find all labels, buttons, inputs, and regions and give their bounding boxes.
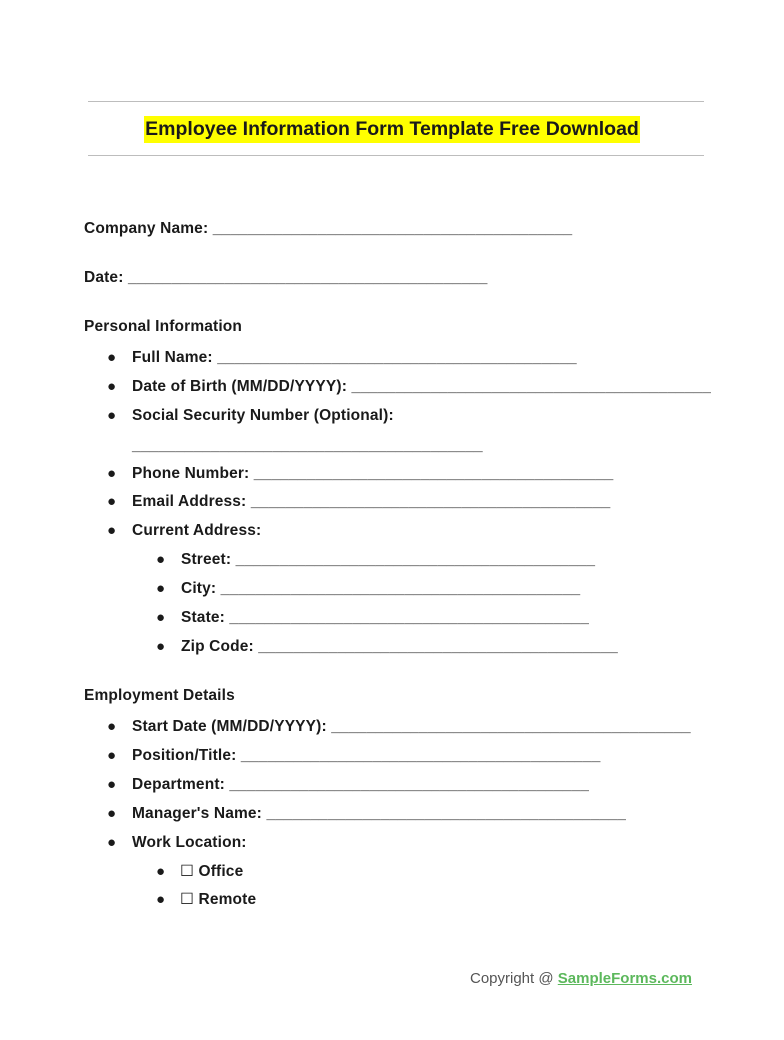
- bullet-icon: ●: [107, 349, 117, 366]
- zip-code-field[interactable]: Zip Code: _________________________________________: [181, 638, 618, 655]
- checkbox-icon[interactable]: ☐: [180, 891, 195, 908]
- bullet-icon: ●: [156, 863, 166, 880]
- bullet-icon: ●: [156, 580, 166, 597]
- city-field[interactable]: City: _________________________________________: [181, 580, 581, 597]
- bullet-icon: ●: [107, 718, 117, 735]
- bullet-icon: ●: [107, 805, 117, 822]
- bullet-icon: ●: [156, 551, 166, 568]
- bullet-icon: ●: [156, 891, 166, 908]
- personal-info-heading: Personal Information: [84, 318, 243, 335]
- company-name-field[interactable]: Company Name: _________________________________________: [84, 220, 573, 237]
- office-option[interactable]: [180, 862, 243, 882]
- copyright-footer: [470, 970, 692, 987]
- bullet-icon: ●: [107, 747, 117, 764]
- work-location-label: Work Location:: [132, 834, 247, 851]
- checkbox-icon[interactable]: ☐: [180, 863, 195, 880]
- bullet-icon: ●: [107, 378, 117, 395]
- dob-field[interactable]: Date of Birth (MM/DD/YYYY): _________________________________________: [132, 378, 712, 395]
- ssn-label: Social Security Number (Optional):: [132, 407, 394, 424]
- copyright-text: Copyright @: [470, 970, 558, 987]
- sampleforms-link[interactable]: SampleForms.com: [557, 970, 692, 987]
- bullet-icon: ●: [107, 522, 117, 539]
- bullet-icon: ●: [107, 776, 117, 793]
- bullet-icon: ●: [107, 407, 117, 424]
- email-field[interactable]: Email Address: _________________________________________: [132, 493, 611, 510]
- office-label: Office: [198, 863, 244, 880]
- start-date-field[interactable]: Start Date (MM/DD/YYYY): _________________________________________: [132, 718, 691, 735]
- bullet-icon: ●: [107, 465, 117, 482]
- remote-label: Remote: [198, 891, 257, 908]
- top-divider: [88, 101, 704, 102]
- manager-name-field[interactable]: Manager's Name: _________________________________________: [132, 805, 627, 822]
- page-title: Employee Information Form Template Free Download: [144, 116, 640, 143]
- remote-option[interactable]: [180, 890, 256, 910]
- employment-details-heading: Employment Details: [84, 687, 235, 704]
- state-field[interactable]: State: _________________________________________: [181, 609, 590, 626]
- bullet-icon: ●: [156, 638, 166, 655]
- full-name-field[interactable]: Full Name: _________________________________________: [132, 349, 577, 366]
- title-row: [0, 116, 784, 143]
- bullet-icon: ●: [107, 834, 117, 851]
- current-address-label: Current Address:: [132, 522, 262, 539]
- department-field[interactable]: Department: _________________________________________: [132, 776, 589, 793]
- street-field[interactable]: Street: _________________________________________: [181, 551, 596, 568]
- bullet-icon: ●: [156, 609, 166, 626]
- bullet-icon: ●: [107, 493, 117, 510]
- date-field[interactable]: Date: _________________________________________: [84, 269, 488, 286]
- phone-field[interactable]: Phone Number: _________________________________________: [132, 465, 614, 482]
- bottom-divider: [88, 155, 704, 156]
- position-title-field[interactable]: Position/Title: _________________________________________: [132, 747, 601, 764]
- ssn-field[interactable]: ________________________________________: [132, 437, 483, 454]
